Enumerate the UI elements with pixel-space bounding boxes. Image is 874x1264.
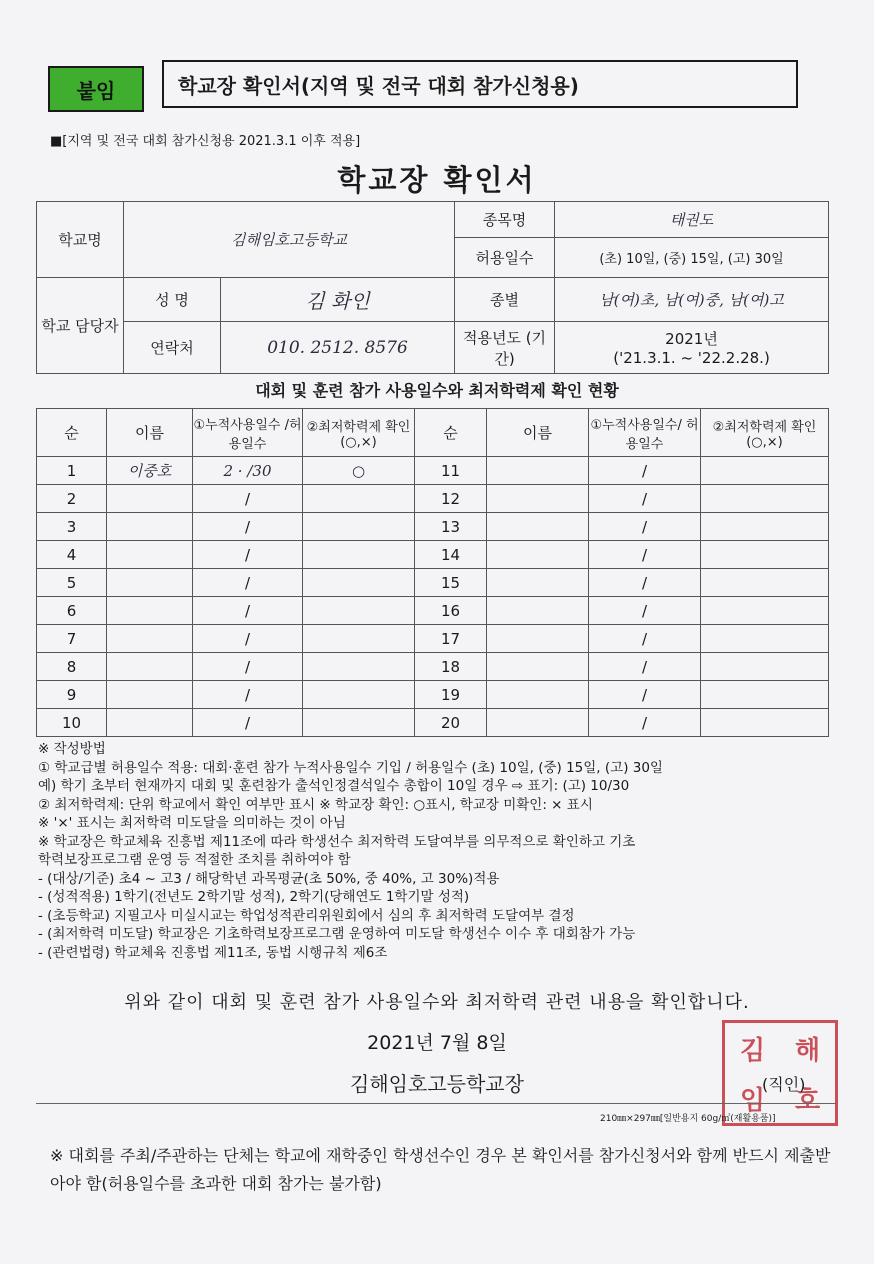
row-number: 15 <box>415 569 487 597</box>
table-row <box>37 597 829 625</box>
table-row <box>37 625 829 653</box>
school-value: 김해임호고등학교 <box>124 202 455 278</box>
row-name <box>107 709 193 737</box>
row-check <box>701 485 829 513</box>
guide-line: - (초등학교) 지필고사 미실시교는 학업성적관리위원회에서 심의 후 최저학력 도달여부 결정 <box>38 907 575 924</box>
row-check <box>303 681 415 709</box>
row-name <box>487 681 589 709</box>
row-number: 17 <box>415 625 487 653</box>
guide-line: - (최저학력 미도달) 학교장은 기초학력보장프로그램 운영하여 미도달 학생선수 이수 후 대회참가 가능 <box>38 926 636 942</box>
seal-char: 해 <box>794 1035 821 1066</box>
sport-label: 종목명 <box>455 202 555 238</box>
form-title: 학교장 확인서(지역 및 전국 대회 참가신청용) <box>162 60 798 108</box>
school-label: 학교명 <box>37 202 124 278</box>
seal-char: 임 <box>739 1085 766 1116</box>
contact-label: 연락처 <box>124 322 221 374</box>
row-days: / <box>589 625 701 653</box>
row-days: / <box>589 681 701 709</box>
row-name <box>487 569 589 597</box>
row-name <box>107 485 193 513</box>
row-days: / <box>193 709 303 737</box>
row-number: 7 <box>37 625 107 653</box>
row-days: / <box>589 457 701 485</box>
col-header-name: 이름 <box>107 409 193 457</box>
row-check <box>303 541 415 569</box>
writing-guide <box>38 740 838 962</box>
name-value: 김 화인 <box>221 278 455 322</box>
row-check <box>303 597 415 625</box>
row-number: 11 <box>415 457 487 485</box>
row-name <box>487 457 589 485</box>
manager-label: 학교 담당자 <box>37 278 124 374</box>
row-days: / <box>193 653 303 681</box>
footer-note: ※ 대회를 주최/주관하는 단체는 학교에 재학중인 학생선수인 경우 본 확인서를 참가신청서와 함께 반드시 제출받아야 함(허용일수를 초과한 대회 참가는 불가함) <box>50 1146 831 1193</box>
row-name <box>107 625 193 653</box>
guide-line: 학력보장프로그램 운영 등 적절한 조치를 취하여야 함 <box>38 852 351 868</box>
period-value: ('21.3.1. ~ '22.2.28.) <box>613 349 770 367</box>
row-name <box>487 625 589 653</box>
table-row <box>37 457 829 485</box>
row-check <box>303 709 415 737</box>
table-row <box>37 653 829 681</box>
row-days: / <box>589 541 701 569</box>
row-number: 12 <box>415 485 487 513</box>
row-check: ○ <box>303 457 415 485</box>
info-table <box>36 201 829 374</box>
row-check <box>701 625 829 653</box>
col-header-check: ②최저학력제 확인(○,×) <box>303 409 415 457</box>
row-name <box>107 681 193 709</box>
row-check <box>701 541 829 569</box>
document-title: 학교장 확인서 <box>337 163 537 197</box>
row-name <box>487 653 589 681</box>
status-title: 대회 및 훈련 참가 사용일수와 최저학력제 확인 현황 <box>255 381 619 400</box>
row-days: / <box>193 513 303 541</box>
guide-line: - (대상/기준) 초4 ~ 고3 / 해당학년 과목평균(초 50%, 중 40%, 고 30%)적용 <box>38 870 500 887</box>
row-check <box>303 513 415 541</box>
guide-line: ※ 작성방법 <box>38 741 106 757</box>
col-header-no: 순 <box>37 409 107 457</box>
col-header-check: ②최저학력제 확인(○,×) <box>701 409 829 457</box>
row-name <box>487 485 589 513</box>
row-check <box>303 485 415 513</box>
table-row <box>37 513 829 541</box>
row-days: / <box>589 513 701 541</box>
row-number: 18 <box>415 653 487 681</box>
row-number: 9 <box>37 681 107 709</box>
row-days: / <box>589 597 701 625</box>
divider <box>36 1103 836 1104</box>
row-days: / <box>193 569 303 597</box>
row-number: 4 <box>37 541 107 569</box>
confirmation-statement: 위와 같이 대회 및 훈련 참가 사용일수와 최저학력 관련 내용을 확인합니다. <box>124 992 750 1013</box>
row-check <box>701 709 829 737</box>
row-number: 6 <box>37 597 107 625</box>
row-name <box>107 541 193 569</box>
status-table <box>36 408 829 737</box>
principal-name: 김해임호고등학교장 <box>350 1072 524 1096</box>
col-header-days: ①누적사용일수 /허용일수 <box>193 409 303 457</box>
table-row <box>37 485 829 513</box>
seal-char: 호 <box>794 1085 821 1116</box>
allowed-days-label: 허용일수 <box>455 238 555 278</box>
row-days: / <box>193 541 303 569</box>
guide-line: ① 학교급별 허용일수 적용: 대회·훈련 참가 누적사용일수 기입 / 허용일수 (초) 10일, (중) 15일, (고) 30일 <box>38 759 663 776</box>
year-label: 적용년도 (기간) <box>455 322 555 374</box>
year-cell <box>555 322 829 374</box>
row-check <box>701 681 829 709</box>
row-days: / <box>589 485 701 513</box>
row-days: 2 · /30 <box>193 457 303 485</box>
row-number: 2 <box>37 485 107 513</box>
gender-label: 종별 <box>455 278 555 322</box>
official-seal-label: (직인) <box>762 1075 806 1094</box>
row-days: / <box>589 709 701 737</box>
row-name <box>487 709 589 737</box>
guide-line: - (관련법령) 학교체육 진흥법 제11조, 동법 시행규칙 제6조 <box>38 944 388 961</box>
row-number: 8 <box>37 653 107 681</box>
signature-date: 2021년 7월 8일 <box>367 1032 507 1054</box>
row-check <box>701 457 829 485</box>
row-days: / <box>193 681 303 709</box>
scope-note: ■[지역 및 전국 대회 참가신청용 2021.3.1 이후 적용] <box>50 134 361 149</box>
attachment-label: 붙임 <box>48 66 144 112</box>
row-name <box>107 569 193 597</box>
row-check <box>701 597 829 625</box>
row-name <box>487 597 589 625</box>
row-number: 20 <box>415 709 487 737</box>
table-row <box>37 681 829 709</box>
sport-value: 태권도 <box>555 202 829 238</box>
contact-value: 010. 2512. 8576 <box>221 322 455 374</box>
row-number: 1 <box>37 457 107 485</box>
row-check <box>701 653 829 681</box>
row-number: 13 <box>415 513 487 541</box>
table-row <box>37 541 829 569</box>
row-check <box>303 625 415 653</box>
row-check <box>303 569 415 597</box>
name-label: 성 명 <box>124 278 221 322</box>
col-header-name: 이름 <box>487 409 589 457</box>
row-check <box>701 513 829 541</box>
guide-line: 예) 학기 초부터 현재까지 대회 및 훈련참가 출석인정결석일수 총합이 10일 경우 ⇨ 표기: (고) 10/30 <box>38 778 630 794</box>
row-check <box>701 569 829 597</box>
col-header-days: ①누적사용일수/ 허용일수 <box>589 409 701 457</box>
table-row <box>37 709 829 737</box>
col-header-no: 순 <box>415 409 487 457</box>
row-days: / <box>193 597 303 625</box>
row-days: / <box>589 653 701 681</box>
year-value: 2021년 <box>665 330 718 348</box>
row-name <box>107 597 193 625</box>
row-name <box>487 541 589 569</box>
row-number: 10 <box>37 709 107 737</box>
row-name <box>107 513 193 541</box>
gender-value: 남(여)초, 남(여)중, 남(여)고 <box>555 278 829 322</box>
seal-char: 김 <box>739 1035 766 1066</box>
row-name <box>107 653 193 681</box>
row-number: 14 <box>415 541 487 569</box>
row-number: 16 <box>415 597 487 625</box>
row-number: 19 <box>415 681 487 709</box>
row-number: 5 <box>37 569 107 597</box>
row-number: 3 <box>37 513 107 541</box>
row-days: / <box>193 625 303 653</box>
row-days: / <box>193 485 303 513</box>
guide-line: ※ 학교장은 학교체육 진흥법 제11조에 따라 학생선수 최저학력 도달여부를 의무적으로 확인하고 기초 <box>38 833 636 850</box>
guide-line: ※ '×' 표시는 최저학력 미도달을 의미하는 것이 아님 <box>38 815 346 831</box>
paper-spec: 210㎜×297㎜[일반용지 60g/㎡(재활용품)] <box>600 1114 776 1124</box>
row-name: 이중호 <box>107 457 193 485</box>
row-days: / <box>589 569 701 597</box>
row-name <box>487 513 589 541</box>
guide-line: - (성적적용) 1학기(전년도 2학기말 성적), 2학기(당해연도 1학기말 성적) <box>38 889 470 905</box>
allowed-days-value: (초) 10일, (중) 15일, (고) 30일 <box>555 238 829 278</box>
guide-line: ② 최저학력제: 단위 학교에서 확인 여부만 표시 ※ 학교장 확인: ○표시, 학교장 미확인: × 표시 <box>38 796 593 813</box>
row-check <box>303 653 415 681</box>
table-row <box>37 569 829 597</box>
